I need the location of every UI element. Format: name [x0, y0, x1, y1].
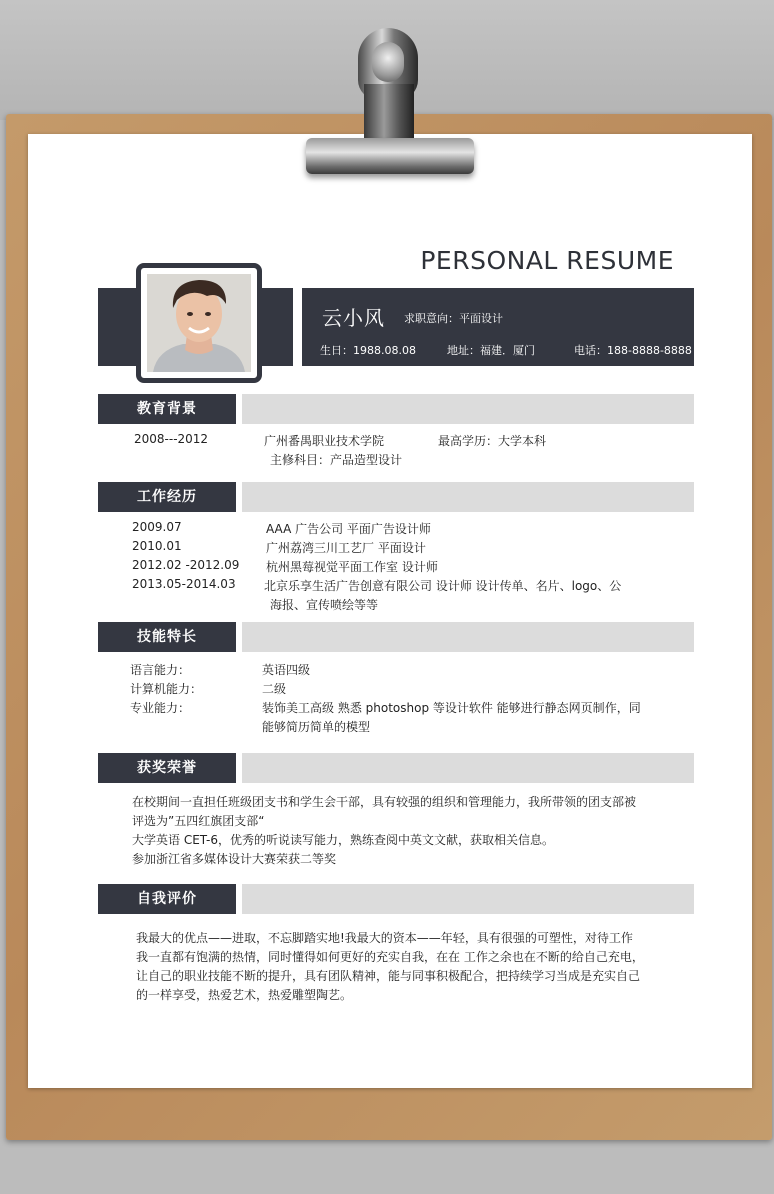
- header-bar: [302, 288, 694, 366]
- skill-label: 语言能力：: [130, 663, 191, 677]
- education-period: 2008---2012: [134, 432, 209, 446]
- work-desc: 杭州黑莓视觉平面工作室 设计师: [266, 560, 438, 574]
- section-awards: [98, 753, 694, 783]
- profile-name: 云小风: [322, 306, 385, 330]
- section-heading: 获奖荣誉: [98, 753, 236, 783]
- avatar: [147, 274, 251, 372]
- section-heading: 教育背景: [98, 394, 236, 424]
- profile-birth: 生日：1988.08.08: [320, 344, 416, 357]
- binder-clip-icon: [300, 22, 480, 182]
- education-degree: 最高学历：大学本科: [438, 434, 547, 448]
- education-major: 主修科目：产品造型设计: [270, 453, 403, 467]
- section-heading: 技能特长: [98, 622, 236, 652]
- section-heading: 自我评价: [98, 884, 236, 914]
- work-desc-continued: 海报、宣传喷绘等等: [270, 598, 379, 612]
- profile-phone: 电话：188-8888-8888: [574, 344, 692, 357]
- work-date: 2013.05-2014.03: [132, 577, 236, 591]
- self-eval-line: 的一样享受，热爱艺术，热爱雕塑陶艺。: [136, 988, 353, 1002]
- profile-objective: 求职意向：平面设计: [404, 312, 503, 325]
- skill-value: 二级: [262, 682, 287, 696]
- section-self-evaluation: [98, 884, 694, 914]
- section-work: [98, 482, 694, 512]
- education-school: 广州番禺职业技术学院: [264, 434, 385, 448]
- award-line: 大学英语 CET-6，优秀的听说读写能力，熟练查阅中英文文献，获取相关信息。: [132, 833, 554, 847]
- self-eval-line: 我最大的优点——进取，不忘脚踏实地!我最大的资本——年轻，具有很强的可塑性，对待工作: [136, 931, 633, 945]
- work-date: 2012.02 -2012.09: [132, 558, 240, 572]
- skill-value-continued: 能够简历简单的模型: [262, 720, 371, 734]
- work-desc: 北京乐享生活广告创意有限公司 设计师 设计传单、名片、logo、公: [264, 579, 622, 593]
- skill-value: 英语四级: [262, 663, 311, 677]
- self-eval-line: 我一直都有饱满的热情，同时懂得如何更好的充实自我，在在 工作之余也在不断的给自己充电，: [136, 950, 644, 964]
- award-line: 评选为”五四红旗团支部“: [132, 814, 265, 828]
- work-date: 2009.07: [132, 520, 182, 534]
- photo-frame: [136, 263, 262, 383]
- section-skills: [98, 622, 694, 652]
- resume-title: PERSONAL RESUME: [420, 246, 674, 275]
- work-date: 2010.01: [132, 539, 182, 553]
- profile-address: 地址：福建．厦门: [447, 344, 535, 357]
- self-eval-line: 让自己的职业技能不断的提升，具有团队精神，能与同事积极配合，把持续学习当成是充实自己: [136, 969, 641, 983]
- section-heading: 工作经历: [98, 482, 236, 512]
- skill-label: 计算机能力：: [130, 682, 203, 696]
- skill-label: 专业能力：: [130, 701, 191, 715]
- award-line: 参加浙江省多媒体设计大赛荣获二等奖: [132, 852, 337, 866]
- award-line: 在校期间一直担任班级团支书和学生会干部，具有较强的组织和管理能力，我所带领的团支部被: [132, 795, 637, 809]
- skill-value: 装饰美工高级 熟悉 photoshop 等设计软件 能够进行静态网页制作，同: [262, 701, 641, 715]
- work-desc: AAA 广告公司 平面广告设计师: [266, 522, 431, 536]
- section-education: [98, 394, 694, 424]
- work-desc: 广州荔湾三川工艺厂 平面设计: [266, 541, 426, 555]
